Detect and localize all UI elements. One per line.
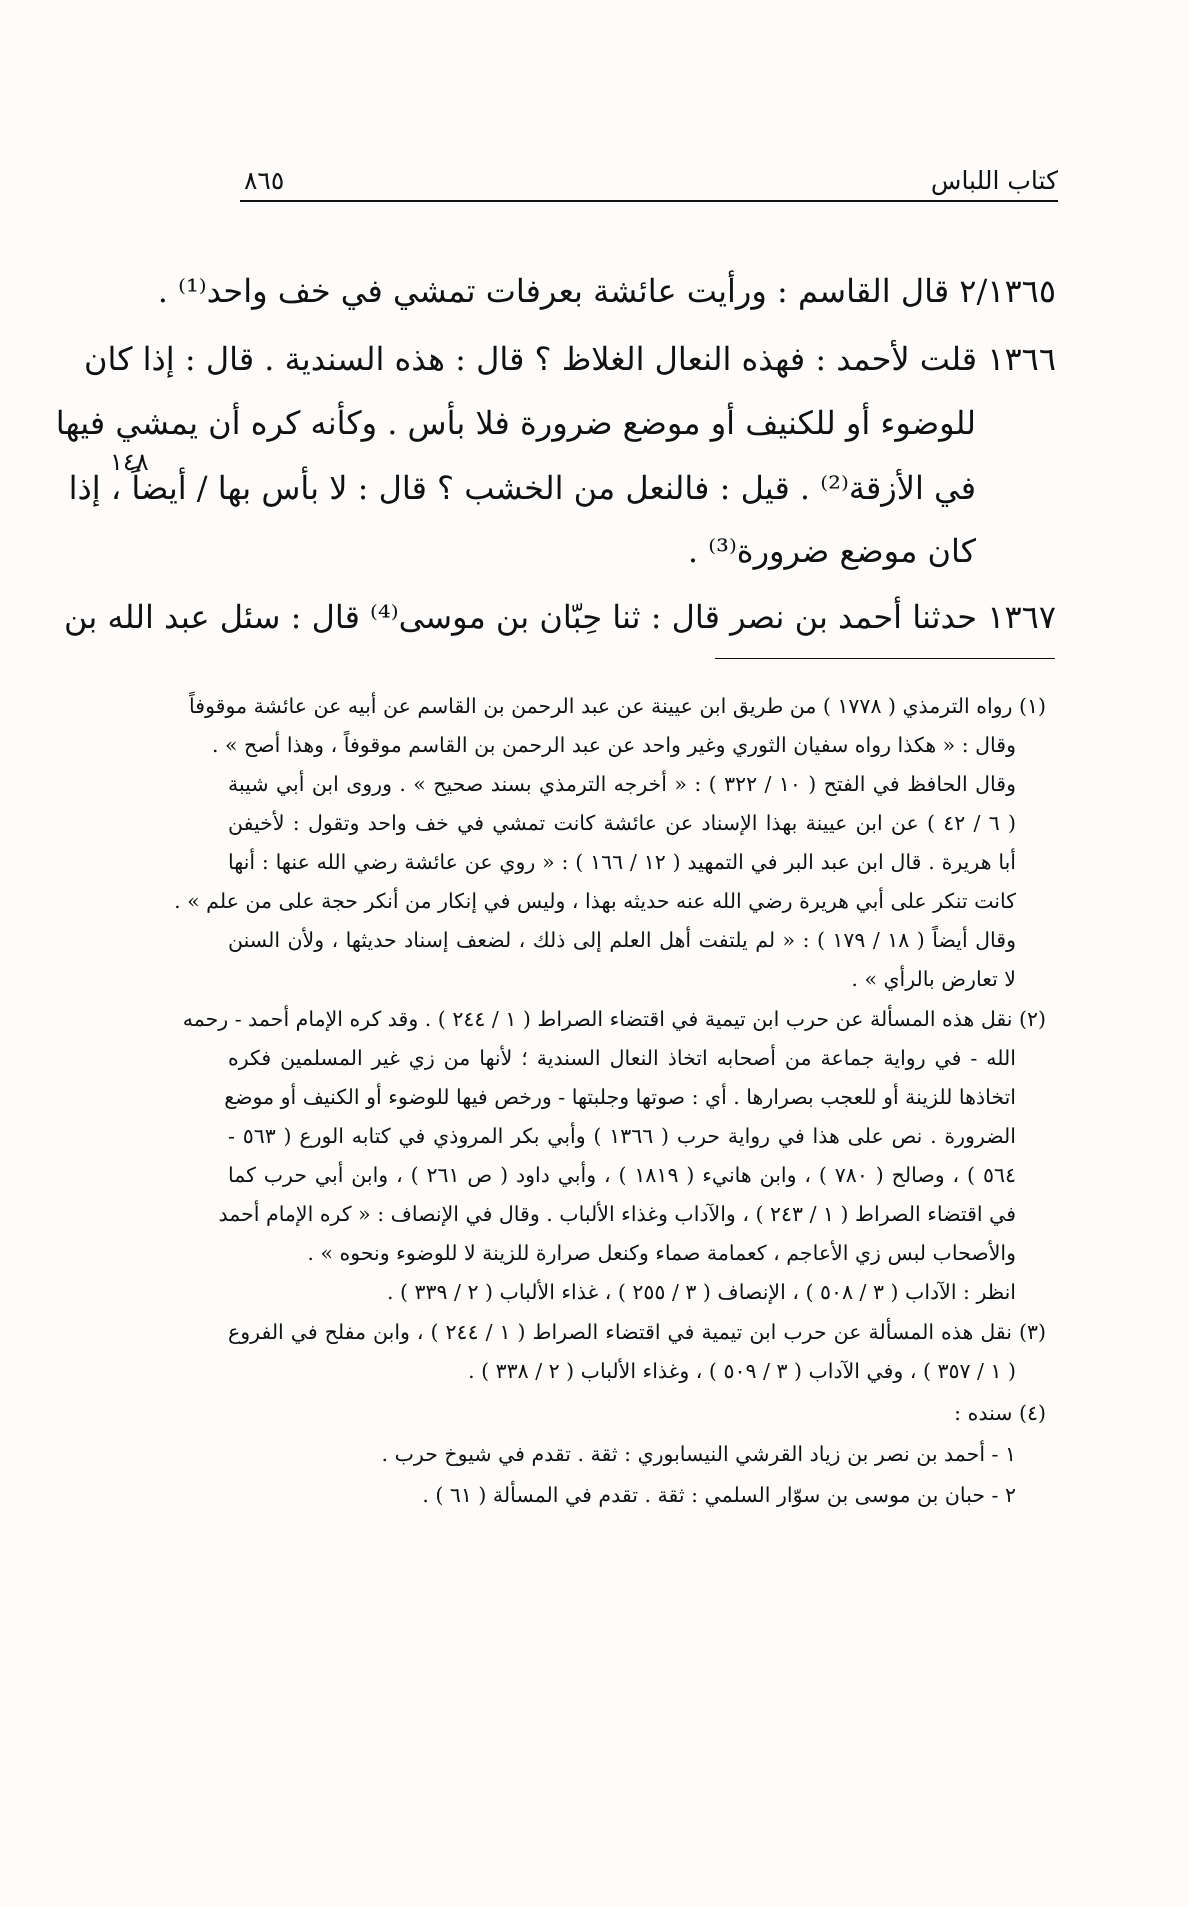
- footnote-line: ١ - أحمد بن نصر بن زياد القرشي النيسابوري : ثقة . تقدم في شيوخ حرب .: [381, 1442, 1016, 1466]
- footnote-line: (٤) سنده :: [954, 1401, 1046, 1425]
- page-number: ٨٦٥: [244, 166, 285, 195]
- footnote-line: الضرورة . نص على هذا في رواية حرب ( ١٣٦٦ ) وأبي بكر المروذي في كتابه الورع ( ٥٦٣ -: [228, 1124, 1016, 1148]
- footnote-line: والأصحاب لبس زي الأعاجم ، كعمامة صماء وكنعل صرارة للزينة لا للوضوء ونحوه » .: [307, 1241, 1016, 1265]
- footnote-line: في اقتضاء الصراط ( ١ / ٢٤٣ ) ، والآداب وغذاء الألباب . وقال في الإنصاف : « كره الإمام أحمد: [218, 1202, 1016, 1226]
- footnote-line: اتخاذها للزينة أو للعجب بصرارها . أي : صوتها وجلبتها - ورخص فيها للوضوء أو الكنيف أو موضع: [224, 1085, 1016, 1109]
- header-rule: [240, 200, 1058, 202]
- footnote-line: ٢ - حبان بن موسى بن سوّار السلمي : ثقة . تقدم في المسألة ( ٦١ ) .: [422, 1483, 1016, 1507]
- footnote-separator: [715, 658, 1055, 659]
- chapter-title: كتاب اللباس: [930, 166, 1058, 195]
- footnote-line: لا تعارض بالرأي » .: [851, 967, 1016, 991]
- footnote-line: انظر : الآداب ( ٣ / ٥٠٨ ) ، الإنصاف ( ٣ / ٢٥٥ ) ، غذاء الألباب ( ٢ / ٣٣٩ ) .: [386, 1280, 1016, 1304]
- footnote-line: (١) رواه الترمذي ( ١٧٧٨ ) من طريق ابن عيينة عن عبد الرحمن بن القاسم عن أبيه عن عائشة موقوفاً: [189, 694, 1046, 718]
- footnote-line: أبا هريرة . قال ابن عبد البر في التمهيد ( ١٢ / ١٦٦ ) : « روي عن عائشة رضي الله عنها : أنها: [228, 850, 1016, 874]
- main-line: للوضوء أو للكنيف أو موضع ضرورة فلا بأس . وكأنه كره أن يمشي فيها: [55, 404, 976, 442]
- footnote-line: وقال : « هكذا رواه سفيان الثوري وغير واحد عن عبد الرحمن بن القاسم موقوفاً ، وهذا أصح » .: [211, 733, 1016, 757]
- footnote-line: ( ١ / ٣٥٧ ) ، وفي الآداب ( ٣ / ٥٠٩ ) ، وغذاء الألباب ( ٢ / ٣٣٨ ) .: [468, 1359, 1016, 1383]
- main-line: كان موضع ضرورة⁽³⁾ .: [687, 532, 976, 570]
- margin-folio-number: ١٤٨: [110, 448, 149, 476]
- running-header: [240, 166, 1058, 202]
- footnote-line: (٣) نقل هذه المسألة عن حرب ابن تيمية في اقتضاء الصراط ( ١ / ٢٤٤ ) ، وابن مفلح في الفروع: [228, 1320, 1046, 1344]
- footnote-line: كانت تنكر على أبي هريرة رضي الله عنه حديثه بهذا ، وليس في إنكار من أنكر حجة على من علم » .: [174, 889, 1016, 913]
- footnote-line: الله - في رواية جماعة من أصحابه اتخاذ النعال السندية ؛ لأنها من زي غير المسلمين فكره: [228, 1046, 1016, 1070]
- main-line: ١٣٦٧ حدثنا أحمد بن نصر قال : ثنا حِبّان بن موسى⁽⁴⁾ قال : سئل عبد الله بن: [64, 598, 1056, 636]
- footnote-line: وقال الحافظ في الفتح ( ١٠ / ٣٢٢ ) : « أخرجه الترمذي بسند صحيح » . وروى ابن أبي شيبة: [228, 772, 1016, 796]
- main-line: ٢/١٣٦٥ قال القاسم : ورأيت عائشة بعرفات تمشي في خف واحد⁽¹⁾ .: [157, 272, 1056, 310]
- main-line: في الأزقة⁽²⁾ . قيل : فالنعل من الخشب ؟ قال : لا بأس بها / أيضاً ، إذا: [68, 469, 976, 507]
- main-line: ١٣٦٦ قلت لأحمد : فهذه النعال الغلاظ ؟ قال : هذه السندية . قال : إذا كان: [84, 340, 1056, 378]
- footnote-line: ( ٦ / ٤٢ ) عن ابن عيينة بهذا الإسناد عن عائشة كانت تمشي في خف واحد وتقول : لأخيفن: [228, 811, 1017, 835]
- footnote-line: (٢) نقل هذه المسألة عن حرب ابن تيمية في اقتضاء الصراط ( ١ / ٢٤٤ ) . وقد كره الإمام أحمد - رحمه: [182, 1007, 1046, 1031]
- footnote-line: وقال أيضاً ( ١٨ / ١٧٩ ) : « لم يلتفت أهل العلم إلى ذلك ، لضعف إسناد حديثها ، ولأن السنن: [228, 928, 1016, 952]
- footnote-line: ٥٦٤ ) ، وصالح ( ٧٨٠ ) ، وابن هانيء ( ١٨١٩ ) ، وأبي داود ( ص ٢٦١ ) ، وابن أبي حرب كما: [228, 1163, 1016, 1187]
